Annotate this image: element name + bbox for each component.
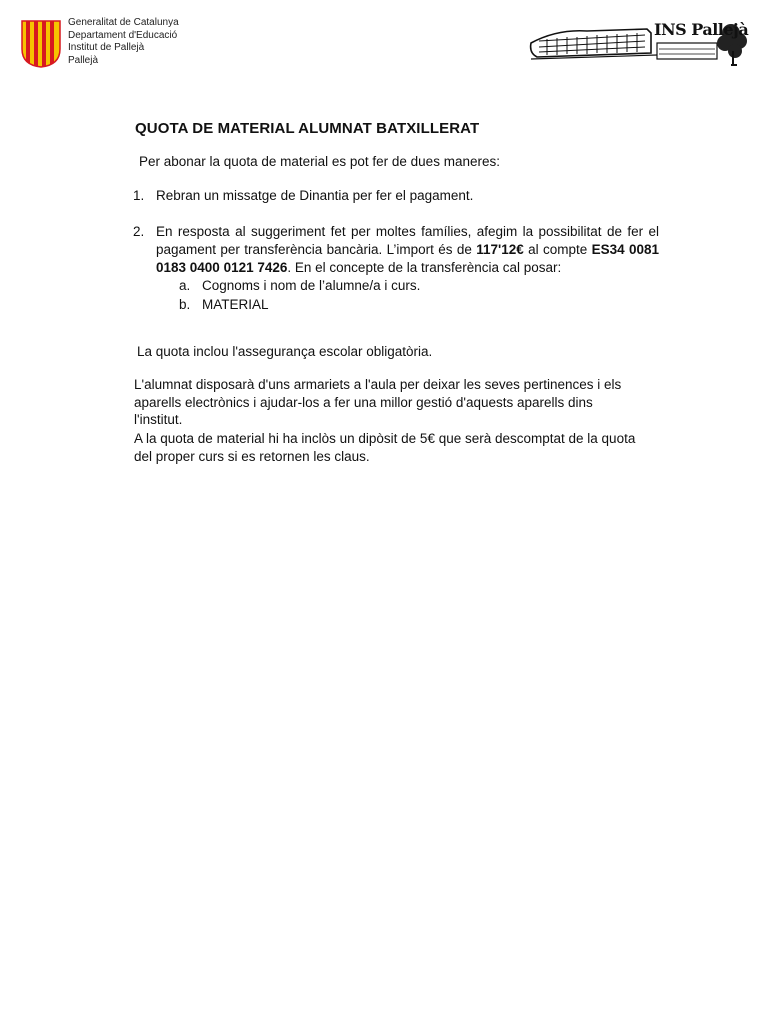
insurance-note: La quota inclou l'assegurança escolar obligatòria.: [137, 344, 433, 359]
sub-list-text: Cognoms i nom de l’alumne/a i curs.: [202, 278, 421, 293]
sub-list-text: MATERIAL: [202, 297, 269, 312]
list-item-text: Rebran un missatge de Dinantia per fer el pagament.: [156, 188, 474, 203]
payment-text: En resposta al suggeriment fet per moltes famílies, afegim la possibilitat de fer el pagament per transferència bancària. L’import és de: [156, 224, 659, 257]
intro-text: Per abonar la quota de material es pot fer de dues maneres:: [139, 154, 500, 169]
school-logo-text: INS Pallejà: [654, 20, 749, 39]
list-item-number: 1.: [133, 188, 145, 203]
payment-text: al compte: [523, 242, 592, 257]
list-item-number: 2.: [133, 224, 145, 239]
bank-account-number: ES34 0081 0183 0400 0121 7426: [156, 242, 659, 275]
page-title: QUOTA DE MATERIAL ALUMNAT BATXILLERAT: [135, 120, 480, 137]
generalitat-flag-logo: [20, 19, 62, 69]
gencat-line: Departament d'Educació: [68, 29, 178, 41]
payment-amount: 117'12€: [476, 242, 524, 257]
list-item-text: [156, 223, 659, 277]
sub-list-letter: a.: [179, 278, 191, 293]
deposit-note: A la quota de material hi ha inclòs un dipòsit de 5€ que serà descomptat de la quota del proper curs si es retornen les claus.: [134, 431, 636, 464]
sub-list-letter: b.: [179, 297, 191, 312]
gencat-line: Generalitat de Catalunya: [68, 17, 179, 28]
school-logo: [527, 19, 749, 67]
gencat-line: Institut de Pallejà: [68, 42, 145, 53]
gencat-line: Pallejà: [68, 54, 99, 66]
lockers-note: L'alumnat disposarà d'uns armariets a l'aula per deixar les seves pertinences i els aparells electrònics i ajudar-los a fer una millor gestió d'aquests aparells dins l'institut.: [134, 377, 622, 428]
letterhead: [0, 0, 768, 80]
payment-text: . En el concepte de la transferència cal posar:: [287, 260, 562, 275]
generalitat-text-block: [68, 17, 179, 67]
